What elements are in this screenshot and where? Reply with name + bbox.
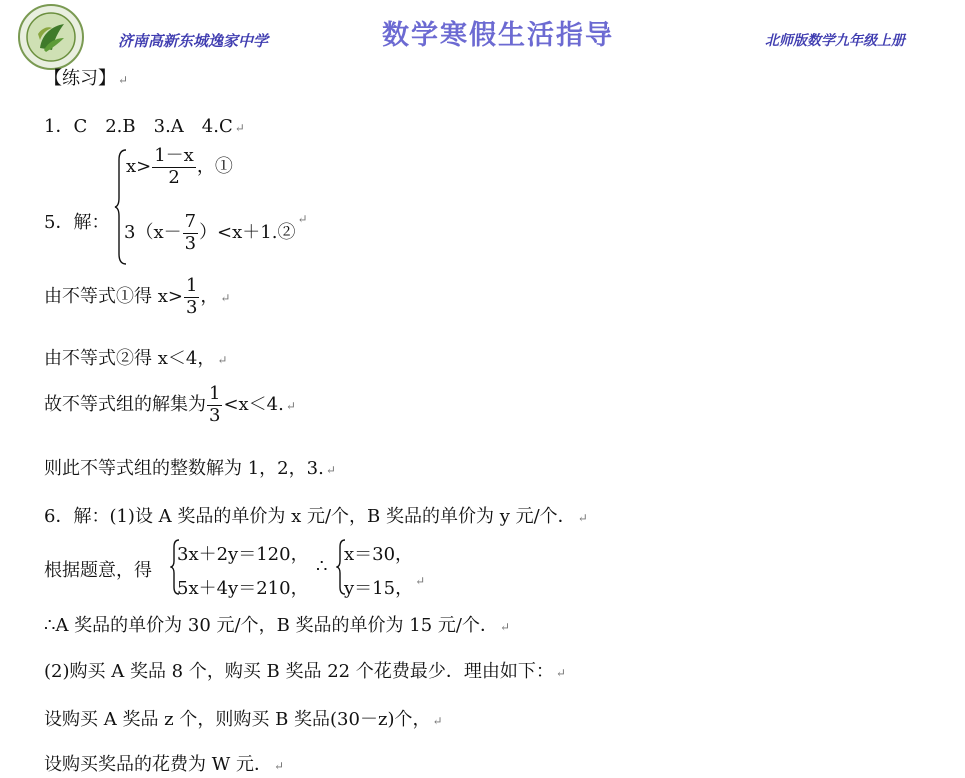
q5-step-3: [44, 384, 296, 426]
q6-equation-2: 5x＋4y＝210，: [177, 578, 309, 599]
numerator: 1: [209, 383, 221, 404]
answers-text: 1．C 2.B 3.A 4.C: [44, 116, 233, 137]
therefore-symbol: ∴: [316, 556, 328, 577]
paragraph-mark: ↵: [415, 574, 426, 588]
q5-step2-text: 由不等式②得 x＜4，: [44, 348, 216, 369]
q5-step3-pre: 故不等式组的解集为: [44, 394, 206, 416]
paragraph-mark: ↵: [118, 73, 129, 87]
denominator: 3: [184, 232, 197, 254]
q6-equation-1: 3x＋2y＝120，: [177, 544, 309, 565]
q5-eq2-fraction: [183, 212, 198, 254]
paragraph-mark: ↵: [577, 511, 588, 525]
q6-system-label: 根据题意，得: [44, 560, 152, 581]
q5-step-4: [44, 454, 336, 480]
denominator: 2: [168, 166, 180, 188]
paragraph-mark: ↵: [217, 353, 228, 367]
denominator: 3: [209, 404, 221, 426]
q6-intro-text: 6．解：(1)设 A 奖品的单价为 x 元/个，B 奖品的单价为 y 元/个．: [44, 506, 576, 527]
q5-inequality-1: [126, 146, 233, 188]
q6-part2: [44, 657, 566, 683]
q5-eq2-pre: 3（x－: [124, 222, 182, 244]
q6-solution-2-text: y＝15，: [344, 578, 414, 599]
q5-label: 5．解：: [44, 212, 110, 233]
q5-eq1-pre: x>: [126, 156, 152, 178]
q6-intro: [44, 502, 588, 528]
paragraph-mark: ↵: [285, 399, 296, 414]
q6-part2-step-2: [44, 750, 284, 776]
q6-part2-step1-text: 设购买 A 奖品 z 个，则购买 B 奖品(30－z)个，: [44, 709, 431, 730]
paragraph-mark: ↵: [432, 714, 443, 728]
numerator: 7: [184, 211, 197, 232]
paragraph-mark: ↵: [273, 759, 285, 773]
answers-line: [44, 112, 245, 138]
q5-eq1-post: ，①: [196, 156, 233, 178]
numerator: 1－x: [154, 145, 194, 166]
q5-step4-text: 则此不等式组的整数解为 1，2，3.: [44, 458, 324, 479]
denominator: 3: [185, 296, 198, 318]
q6-solution-2: [344, 574, 425, 600]
header-school: 济南高新东城逸家中学: [118, 32, 269, 50]
school-logo: [18, 4, 84, 70]
paragraph-mark: ↵: [325, 463, 336, 477]
q5-step1-fraction: [184, 276, 199, 318]
q6-solution-1: x＝30，: [344, 544, 414, 565]
q6-part2-text: (2)购买 A 奖品 8 个，购买 B 奖品 22 个花费最少．理由如下：: [44, 661, 554, 682]
section-heading: [44, 64, 128, 90]
paragraph-mark: ↵: [234, 121, 245, 135]
numerator: 1: [185, 275, 198, 296]
q6-conclusion: [44, 611, 510, 637]
paragraph-mark: ↵: [555, 666, 566, 680]
q5-eq1-fraction: [152, 146, 196, 188]
q5-step-1: [44, 276, 230, 318]
paragraph-mark: ↵: [499, 620, 511, 634]
q5-eq2-post: ）<x＋1.②: [199, 222, 296, 244]
q6-conclusion-text: ∴A 奖品的单价为 30 元/个，B 奖品的单价为 15 元/个．: [44, 615, 498, 636]
q5-step-2: [44, 344, 227, 370]
paragraph-mark: ↵: [220, 291, 231, 306]
q6-part2-step-1: [44, 705, 443, 731]
section-label: 【练习】: [44, 68, 116, 89]
header-title: 数学寒假生活指导: [382, 20, 614, 51]
q5-step1-post: ，: [200, 286, 219, 308]
q6-part2-step2-text: 设购买奖品的花费为 W 元．: [44, 754, 272, 775]
q5-step3-post: <x＜4.: [223, 394, 284, 416]
header-subtitle: 北师版数学九年级上册: [765, 33, 905, 49]
paragraph-mark: ↵: [297, 212, 308, 226]
q5-step1-pre: 由不等式①得 x>: [44, 286, 183, 308]
q5-step3-fraction: [207, 384, 222, 426]
q5-inequality-2: [124, 212, 308, 254]
